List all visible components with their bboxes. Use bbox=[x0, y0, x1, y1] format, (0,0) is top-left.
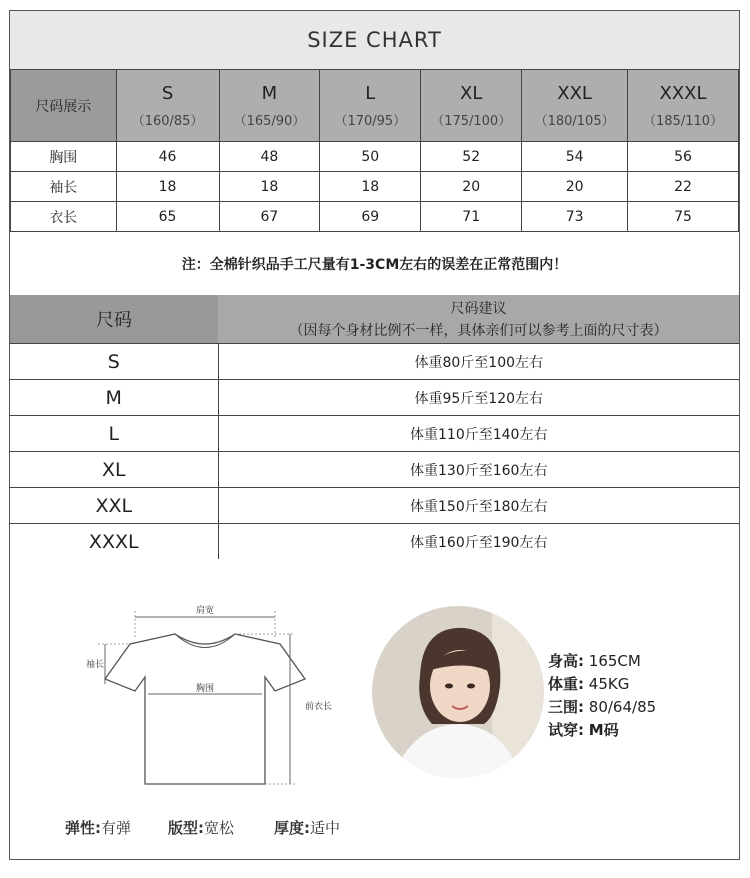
elastic-label: 弹性: bbox=[65, 819, 101, 837]
table-row bbox=[10, 524, 739, 560]
advice-header-row bbox=[10, 295, 739, 344]
table-row bbox=[10, 452, 739, 488]
table-cell: 46 bbox=[116, 142, 219, 172]
advice-size: XL bbox=[10, 452, 218, 488]
table-row bbox=[10, 344, 739, 380]
model-weight-label: 体重: bbox=[548, 675, 584, 693]
size-column-header: 尺码 bbox=[10, 295, 218, 344]
advice-size: XXXL bbox=[10, 524, 218, 560]
size-header-cell bbox=[522, 70, 628, 142]
size-name: XL bbox=[460, 82, 483, 104]
elastic-attribute bbox=[65, 817, 131, 838]
size-range: （175/100） bbox=[431, 113, 512, 129]
model-tried bbox=[548, 719, 656, 742]
table-cell: 18 bbox=[320, 172, 421, 202]
model-tried-label: 试穿: bbox=[548, 721, 584, 739]
table-cell: 22 bbox=[628, 172, 739, 202]
size-header-cell bbox=[219, 70, 320, 142]
table-cell: 56 bbox=[628, 142, 739, 172]
table-cell: 52 bbox=[421, 142, 522, 172]
bottom-section bbox=[10, 564, 739, 859]
model-height-label: 身高: bbox=[548, 652, 584, 670]
size-header-cell bbox=[421, 70, 522, 142]
fit-label: 版型: bbox=[168, 819, 204, 837]
table-cell: 65 bbox=[116, 202, 219, 232]
model-measure-value: 80/64/85 bbox=[588, 698, 657, 716]
model-photo bbox=[372, 606, 544, 778]
sleeve-label: 袖长 bbox=[85, 660, 105, 670]
table-cell: 18 bbox=[116, 172, 219, 202]
size-range: （165/90） bbox=[233, 113, 306, 129]
row-label: 袖长 bbox=[11, 172, 117, 202]
model-tried-value: M码 bbox=[588, 721, 619, 739]
table-row bbox=[10, 416, 739, 452]
table-row bbox=[11, 142, 739, 172]
fit-attribute bbox=[168, 817, 234, 838]
corner-label: 尺码展示 bbox=[11, 70, 117, 142]
thickness-label: 厚度: bbox=[274, 819, 310, 837]
tshirt-diagram bbox=[80, 599, 380, 829]
size-range: （185/110） bbox=[643, 113, 724, 129]
advice-header-title: 尺码建议 bbox=[450, 301, 507, 317]
size-header-cell bbox=[628, 70, 739, 142]
size-header-cell bbox=[116, 70, 219, 142]
table-cell: 73 bbox=[522, 202, 628, 232]
model-specs bbox=[548, 650, 656, 742]
elastic-value: 有弹 bbox=[101, 819, 132, 837]
row-label: 衣长 bbox=[11, 202, 117, 232]
table-cell: 71 bbox=[421, 202, 522, 232]
model-measure bbox=[548, 696, 656, 719]
size-name: XXXL bbox=[659, 82, 707, 104]
size-range: （160/85） bbox=[131, 113, 204, 129]
table-cell: 54 bbox=[522, 142, 628, 172]
table-cell: 50 bbox=[320, 142, 421, 172]
size-header-cell bbox=[320, 70, 421, 142]
advice-weight: 体重160斤至190左右 bbox=[410, 534, 548, 551]
advice-size: S bbox=[10, 344, 218, 380]
table-cell: 20 bbox=[421, 172, 522, 202]
advice-size: L bbox=[10, 416, 218, 452]
size-advice-table bbox=[10, 295, 739, 559]
advice-weight: 体重80斤至100左右 bbox=[218, 344, 739, 380]
table-cell: 20 bbox=[522, 172, 628, 202]
advice-column-header bbox=[218, 295, 739, 344]
model-height bbox=[548, 650, 656, 673]
model-measure-label: 三围: bbox=[548, 698, 584, 716]
row-label: 胸围 bbox=[11, 142, 117, 172]
size-range: （170/95） bbox=[334, 113, 407, 129]
advice-weight: 体重110斤至140左右 bbox=[218, 416, 739, 452]
table-cell: 69 bbox=[320, 202, 421, 232]
size-name: XXL bbox=[557, 82, 592, 104]
advice-weight: 体重130斤至160左右 bbox=[218, 452, 739, 488]
advice-size: M bbox=[10, 380, 218, 416]
shoulder-label: 肩宽 bbox=[195, 606, 215, 616]
advice-weight: 体重150斤至180左右 bbox=[218, 488, 739, 524]
size-range: （180/105） bbox=[534, 113, 615, 129]
size-name: S bbox=[161, 82, 174, 104]
advice-weight: 体重95斤至120左右 bbox=[218, 380, 739, 416]
model-height-value: 165CM bbox=[588, 652, 641, 670]
size-chart-frame bbox=[9, 10, 740, 860]
table-row bbox=[11, 202, 739, 232]
table-row bbox=[10, 380, 739, 416]
thickness-attribute bbox=[274, 817, 340, 838]
advice-header-subtitle: （因每个身材比例不一样，具体亲们可以参考上面的尺寸表） bbox=[289, 323, 668, 339]
table-row bbox=[11, 172, 739, 202]
table-cell: 48 bbox=[219, 142, 320, 172]
chart-title: SIZE CHART bbox=[10, 11, 739, 70]
size-name: M bbox=[261, 82, 278, 104]
length-label: 前衣长 bbox=[305, 702, 333, 712]
thickness-value: 适中 bbox=[310, 819, 341, 837]
table-cell: 67 bbox=[219, 202, 320, 232]
model-weight-value: 45KG bbox=[588, 675, 630, 693]
table-row bbox=[10, 488, 739, 524]
advice-size: XXL bbox=[10, 488, 218, 524]
measurement-note: 注：全棉针织品手工尺量有1-3CM左右的误差在正常范围内！ bbox=[10, 233, 739, 296]
measurement-table bbox=[10, 69, 739, 232]
measurement-header-row bbox=[11, 70, 739, 142]
table-cell: 18 bbox=[219, 172, 320, 202]
table-cell: 75 bbox=[628, 202, 739, 232]
chest-label: 胸围 bbox=[195, 684, 215, 694]
fit-value: 宽松 bbox=[204, 819, 235, 837]
model-weight bbox=[548, 673, 656, 696]
size-name: L bbox=[365, 82, 376, 104]
